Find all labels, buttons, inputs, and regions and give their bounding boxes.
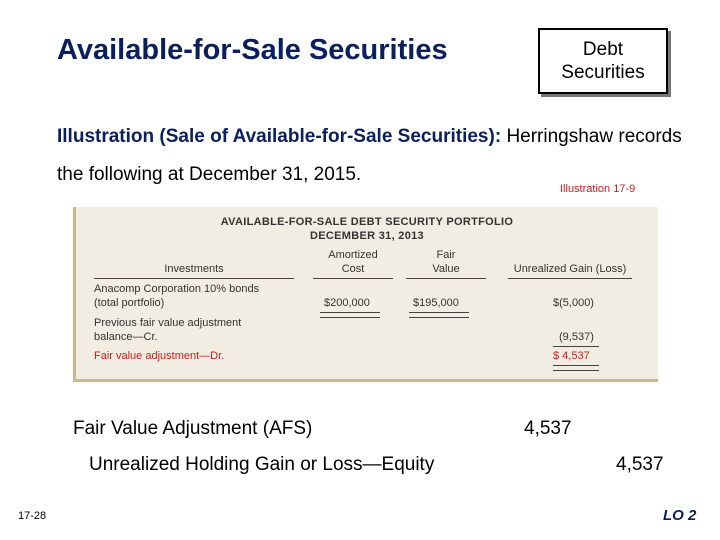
portfolio-date: DECEMBER 31, 2013 <box>310 230 424 242</box>
portfolio-title: AVAILABLE-FOR-SALE DEBT SECURITY PORTFOLIO <box>220 216 514 228</box>
header-fair-2: Value <box>432 263 460 275</box>
header-underline <box>406 278 486 279</box>
header-fair-1: Fair <box>436 249 456 261</box>
debit-account: Fair Value Adjustment (AFS) <box>73 418 313 439</box>
credit-amount: 4,537 <box>616 454 664 475</box>
header-underline <box>508 278 632 279</box>
header-investments: Investments <box>164 263 224 275</box>
slide-number: 17-28 <box>18 510 47 522</box>
double-underline <box>409 312 469 318</box>
slide-title: Available-for-Sale Securities <box>57 34 448 66</box>
learning-objective: LO 2 <box>663 507 697 524</box>
row1-cost: $200,000 <box>324 297 370 309</box>
row3-label: Fair value adjustment—Dr. <box>94 350 225 362</box>
debit-amount: 4,537 <box>524 418 572 439</box>
row1-label-2: (total portfolio) <box>94 297 165 309</box>
double-underline <box>320 312 380 318</box>
header-underline <box>94 278 294 279</box>
illustration-number: Illustration 17-9 <box>560 183 636 195</box>
topic-line-2: Securities <box>561 62 645 83</box>
row1-gain: $(5,000) <box>553 297 594 309</box>
total-underline <box>553 346 599 347</box>
topic-line-1: Debt <box>582 39 624 60</box>
credit-account: Unrealized Holding Gain or Loss—Equity <box>89 454 435 475</box>
header-amortized-1: Amortized <box>328 249 378 261</box>
header-amortized-2: Cost <box>341 263 365 275</box>
topic-box <box>538 28 668 94</box>
illustration-lead: Illustration (Sale of Available-for-Sale Securities): <box>57 126 502 147</box>
illustration-text: Herringshaw records the following at December 31, 2015. <box>57 126 682 185</box>
header-unrealized: Unrealized Gain (Loss) <box>513 263 627 275</box>
double-underline <box>553 365 599 371</box>
row3-gain: $ 4,537 <box>553 350 590 362</box>
header-underline <box>313 278 393 279</box>
row1-fair: $195,000 <box>413 297 459 309</box>
row1-label-1: Anacomp Corporation 10% bonds <box>94 283 260 295</box>
portfolio-table <box>73 207 658 382</box>
row2-gain: (9,537) <box>559 331 594 343</box>
row2-label-1: Previous fair value adjustment <box>94 317 242 329</box>
row2-label-2: balance—Cr. <box>94 331 158 343</box>
